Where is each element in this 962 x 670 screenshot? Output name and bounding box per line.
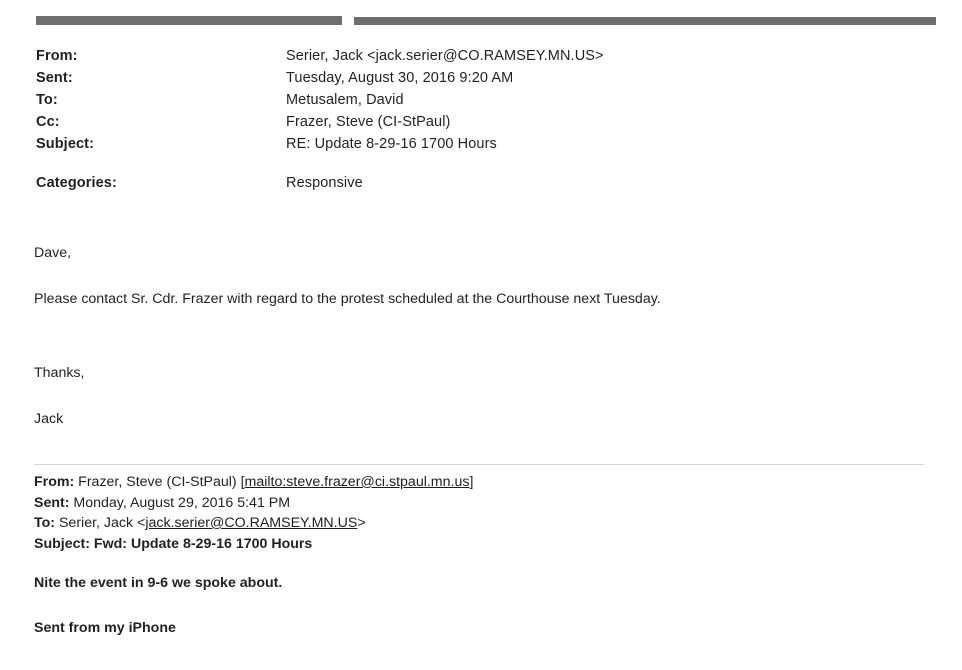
quoted-row-from — [34, 472, 924, 493]
header-row-sent — [36, 68, 926, 88]
quoted-body-line-2: Sent from my iPhone — [34, 620, 176, 636]
header-value-to: Metusalem, David — [286, 92, 404, 108]
spacer-4 — [34, 593, 924, 618]
spacer-2 — [34, 309, 924, 363]
quoted-label-subject: Subject: — [34, 535, 90, 552]
quoted-row-sent — [34, 493, 924, 514]
email-body — [34, 243, 924, 429]
quoted-value-from: Frazer, Steve (CI-StPaul) [ — [78, 474, 245, 490]
header-value-cc: Frazer, Steve (CI-StPaul) — [286, 114, 451, 130]
body-closing: Thanks, — [34, 365, 85, 381]
quoted-value-subject: Fwd: Update 8-29-16 1700 Hours — [93, 535, 313, 552]
spacer-1 — [34, 263, 924, 289]
quoted-divider — [34, 464, 924, 465]
header-value-categories: Responsive — [286, 175, 363, 191]
quoted-email-body — [34, 573, 924, 638]
header-value-subject: RE: Update 8-29-16 1700 Hours — [286, 136, 497, 152]
quoted-label-to: To: — [34, 515, 56, 531]
header-row-subject — [36, 134, 926, 154]
quoted-row-to — [34, 513, 924, 534]
header-row-to — [36, 90, 926, 110]
quoted-label-sent: Sent: — [34, 494, 70, 511]
spacer-3 — [34, 383, 924, 409]
header-row-categories — [36, 173, 926, 193]
redaction-bars — [36, 16, 936, 26]
header-label-to: To: — [36, 92, 58, 108]
header-label-categories: Categories: — [36, 175, 117, 191]
quoted-value-sent: Monday, August 29, 2016 5:41 PM — [73, 494, 291, 511]
body-signature: Jack — [34, 411, 64, 427]
quoted-value-to-end: > — [357, 515, 366, 531]
quoted-to-mail-link[interactable]: jack.serier@CO.RAMSEY.MN.US — [145, 515, 358, 531]
quoted-body-line-1: Nite the event in 9-6 we spoke about. — [34, 575, 283, 591]
quoted-email-header — [34, 472, 924, 554]
quoted-value-from-end: ] — [469, 474, 474, 490]
email-header-block — [36, 46, 926, 195]
header-row-from — [36, 46, 926, 66]
header-label-from: From: — [36, 48, 78, 64]
header-label-cc: Cc: — [36, 114, 60, 130]
body-salutation: Dave, — [34, 245, 72, 261]
redaction-bar-right — [354, 17, 936, 25]
quoted-from-mail-link[interactable]: mailto:steve.frazer@ci.stpaul.mn.us — [244, 474, 470, 490]
header-label-subject: Subject: — [36, 136, 94, 152]
header-value-from: Serier, Jack <jack.serier@CO.RAMSEY.MN.US> — [286, 48, 604, 64]
redaction-bar-left — [36, 16, 342, 25]
quoted-row-subject — [34, 534, 924, 555]
quoted-value-to-start: Serier, Jack < — [58, 515, 146, 531]
header-label-sent: Sent: — [36, 70, 73, 86]
quoted-label-from: From: — [34, 474, 75, 490]
header-value-sent: Tuesday, August 30, 2016 9:20 AM — [286, 70, 514, 86]
header-row-cc — [36, 112, 926, 132]
body-paragraph-1: Please contact Sr. Cdr. Frazer with regard to the protest scheduled at the Courthouse next Tuesday. — [34, 291, 661, 307]
